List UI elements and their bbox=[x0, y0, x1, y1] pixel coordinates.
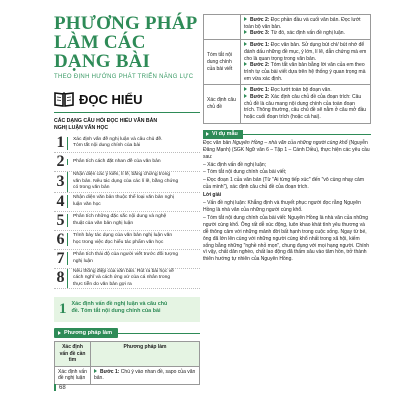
step-label: Bước 1: bbox=[100, 368, 120, 375]
triangle-bullet-icon bbox=[244, 87, 247, 91]
callout-text bbox=[72, 301, 168, 318]
list-item-text bbox=[67, 159, 161, 166]
step-label: Bước 2: bbox=[250, 94, 270, 101]
intro-title: Nguyên Hồng – nhà văn của những người cùng khổ bbox=[232, 139, 348, 146]
page-number bbox=[54, 384, 66, 391]
list-item-line: học trong việc đọc hiểu tác phẩm văn học bbox=[73, 239, 164, 245]
method-col-header: Xác định vấn đề cần tìm bbox=[55, 342, 91, 367]
table-row-steps bbox=[241, 40, 371, 85]
list-item-number: 5 bbox=[56, 211, 65, 229]
intro-text: Đọc văn bản bbox=[203, 139, 233, 146]
list-item-text bbox=[67, 214, 166, 227]
question-list-heading-line-1: CÁC DẠNG CÂU HỎI ĐỌC HIỂU VĂN BẢN bbox=[54, 118, 158, 124]
method-col-header: Phương pháp làm bbox=[91, 342, 200, 367]
list-item bbox=[54, 153, 200, 172]
title-line-2: LÀM CÁC DẠNG BÀI bbox=[54, 32, 151, 72]
list-item-number: 6 bbox=[56, 230, 65, 248]
callout-line: đề. Tóm tắt nội dung chính của bài bbox=[71, 308, 161, 314]
answer-label: Lời giải bbox=[203, 192, 222, 199]
table-row-label bbox=[204, 15, 241, 40]
page-subtitle: THEO ĐỊNH HƯỚNG PHÁT TRIỂN NĂNG LỰC bbox=[54, 74, 194, 80]
answer-paragraph: – Vấn đề nghị luận: Khẳng định và thuyết phục người đọc rằng Nguyên Hồng là nhà văn của những người cùng khổ. bbox=[203, 200, 361, 213]
method-badge bbox=[54, 328, 118, 338]
example-question: – Xác định vấn đề nghị luận; bbox=[203, 161, 267, 168]
list-item bbox=[54, 134, 200, 153]
list-item-number: 4 bbox=[56, 192, 65, 210]
list-item-line: luận văn học bbox=[73, 201, 101, 207]
step-item bbox=[244, 30, 367, 37]
step-text: Đọc lướt toàn bộ đoạn văn. bbox=[270, 87, 332, 94]
list-item-line: có trong văn bản bbox=[73, 185, 110, 190]
list-item-text bbox=[67, 137, 162, 150]
example-question: – Tóm tắt nội dung chính của bài viết; bbox=[203, 169, 287, 176]
list-item bbox=[54, 269, 200, 290]
method-table bbox=[54, 341, 200, 385]
answer-paragraph: – Tóm tắt nội dung chính của bài viết: Nguyên Hồng là nhà văn của những người cùng khổ. Ông rất dễ xúc động, luôn khao khát tình yêu thương và dễ thông cảm với những mảnh đời bất hạnh trong cuộc sống. Ngay từ bé, ông đã lớn lên cùng với những người cùng khổ nhất trong xã hội, kiếm sống bằng những "nghề nhỏ mọn", chung đụng với mọi hạng người. Chính vì vậy, chất dân nghèo, chất lao động đã thấm sâu vào tâm hồn, trở thành thiên hướng tự nhiên của Nguyên Hồng. bbox=[203, 214, 370, 263]
section-rule bbox=[54, 112, 200, 113]
example-question: – Đọc đoạn 1 của văn bản (Từ "Ai từng tiếp xúc" đến "vô cùng nhạy cảm của mình"), xác định câu chủ đề của đoạn trích. bbox=[203, 177, 364, 191]
list-item bbox=[54, 250, 200, 269]
list-item-number: 7 bbox=[56, 249, 65, 267]
step-item bbox=[244, 94, 367, 121]
callout-box bbox=[54, 297, 200, 322]
list-item-line: cách nghĩ và cách ứng xử của cá nhân trong bbox=[73, 275, 171, 280]
list-item-line: Nhận diện các ý kiến, lí lẽ, bằng chứng trong bbox=[73, 172, 171, 177]
table-row-steps bbox=[241, 15, 371, 40]
list-item-line: Trình bày tác dụng của văn bản nghị luận văn bbox=[73, 233, 173, 238]
step-label: Bước 2: bbox=[250, 62, 270, 69]
page-title bbox=[54, 14, 200, 71]
list-item bbox=[54, 231, 200, 250]
example-badge-label: Ví dụ mẫu bbox=[212, 131, 238, 138]
triangle-bullet-icon bbox=[244, 30, 247, 34]
step-text: Xác định câu chủ đề của đoạn trích: Câu chủ đề là câu mang nội dung chính của toàn đoạn trích. Thông thường, câu chủ đề sẽ nằm ở câu mở đầu hoặc cuối đoạn trích (hoặc cả hai). bbox=[244, 94, 367, 121]
example-header bbox=[203, 130, 371, 139]
step-item bbox=[244, 42, 367, 62]
list-item bbox=[54, 172, 200, 193]
triangle-bullet-icon bbox=[58, 331, 61, 335]
list-item-text bbox=[67, 172, 178, 192]
callout-line: Xác định vấn đề nghị luận và câu chủ bbox=[71, 301, 168, 307]
list-item-line: Xác định vấn đề nghị luận và câu chủ đề. bbox=[73, 136, 163, 142]
triangle-bullet-icon bbox=[244, 94, 247, 98]
open-book-icon bbox=[54, 90, 74, 108]
list-item-line: nghị luận bbox=[73, 258, 93, 264]
method-badge-label: Phương pháp làm bbox=[64, 330, 113, 336]
list-item-text bbox=[67, 269, 174, 289]
question-list-heading-line-2: NGHỊ LUẬN VĂN HỌC bbox=[54, 125, 109, 131]
example-rule bbox=[243, 134, 371, 135]
list-item-number: 2 bbox=[56, 153, 65, 170]
table-row-label: Tóm tắt nội dung chính của bài viết bbox=[204, 40, 241, 85]
step-label: Bước 3: bbox=[250, 30, 270, 37]
method-row-step bbox=[91, 366, 200, 384]
method-rule bbox=[118, 333, 200, 334]
list-item-line: Phân tích thái độ của người viết trước đối tượng bbox=[73, 252, 179, 257]
list-item-line: Nhận diện văn bản thuộc thể loại văn bản nghị bbox=[73, 195, 174, 200]
list-item-line: văn bản. Nêu tác dụng của các lí lẽ, bằng chứng bbox=[73, 178, 179, 184]
step-text: Tóm tắt văn bản bằng lời văn của em theo trình tự của bài viết dựa trên hệ thống ý quan trọng mà em vừa xác định. bbox=[244, 62, 366, 82]
step-text: Đọc văn bản. Sử dụng bút chì/ bút nhớ để đánh dấu những đề mục, ý lớn, lí lẽ, dẫn chứng mà em cho là quan trọng trong văn bản. bbox=[244, 42, 367, 62]
step-item bbox=[244, 17, 367, 30]
triangle-bullet-icon bbox=[244, 17, 247, 21]
section-title: ĐỌC HIỂU bbox=[79, 91, 143, 107]
list-item-line: Tóm tắt nội dung chính của bài bbox=[73, 143, 141, 148]
list-item-number: 1 bbox=[56, 134, 65, 151]
list-item-number: 3 bbox=[56, 172, 65, 190]
callout-number: 1 bbox=[59, 301, 67, 317]
method-table-continued bbox=[203, 14, 371, 124]
step-text: Từ đó, xác định vấn đề nghị luận. bbox=[270, 30, 345, 37]
list-item-line: thuật của văn bản nghị luận bbox=[73, 220, 134, 226]
list-item-line: Nêu thông điệp của văn bản. Rút ra bài học về bbox=[73, 268, 174, 274]
list-item-line: Phân tích cách đặt nhan đề của văn bản bbox=[73, 158, 161, 164]
table-row-label: Xác định câu chủ đề bbox=[204, 85, 241, 124]
list-item-line: Phân tích những đặc sắc nội dung và nghệ bbox=[73, 214, 167, 219]
right-column bbox=[203, 14, 371, 263]
page-number-text: 68 bbox=[59, 384, 66, 391]
question-list-heading bbox=[54, 118, 200, 132]
triangle-bullet-icon bbox=[244, 62, 247, 66]
section-header bbox=[54, 90, 200, 108]
step-text: Đọc phần đầu và cuối văn bản. Đọc lướt toàn bộ văn bản. bbox=[244, 17, 361, 30]
list-item bbox=[54, 212, 200, 231]
list-item-number: 8 bbox=[56, 269, 65, 287]
method-row-label: Xác định vấn đề nghị luận bbox=[55, 366, 91, 384]
example-badge bbox=[203, 130, 243, 139]
triangle-bullet-icon bbox=[94, 369, 97, 373]
triangle-bullet-icon bbox=[244, 42, 247, 46]
title-line-1: PHƯƠNG PHÁP bbox=[54, 13, 198, 34]
list-item bbox=[54, 193, 200, 212]
example-intro bbox=[203, 140, 371, 161]
step-text: Chú ý vào nhan đề, sapo của văn bản. bbox=[94, 368, 196, 381]
step-label: Bước 1: bbox=[250, 87, 270, 94]
left-column bbox=[54, 14, 200, 385]
list-item-text bbox=[67, 233, 172, 246]
page-number-bar bbox=[54, 384, 56, 391]
step-label: Bước 2: bbox=[250, 17, 270, 23]
step-label: Bước 1: bbox=[250, 42, 270, 49]
step-item bbox=[244, 62, 367, 82]
table-row-steps bbox=[241, 85, 371, 124]
question-list bbox=[54, 134, 200, 289]
list-item-line: thực tiễn do văn bản gợi ra bbox=[73, 281, 132, 287]
triangle-bullet-icon bbox=[206, 132, 209, 136]
method-header bbox=[54, 328, 200, 338]
intro-text: (Nguyễn Đăng Mạnh) (SGK Ngữ văn 6 – Tập 1 – Cánh Diều), thực hiện các yêu cầu sau: bbox=[203, 139, 370, 160]
list-item-text bbox=[67, 195, 174, 208]
list-item-text bbox=[67, 252, 178, 265]
